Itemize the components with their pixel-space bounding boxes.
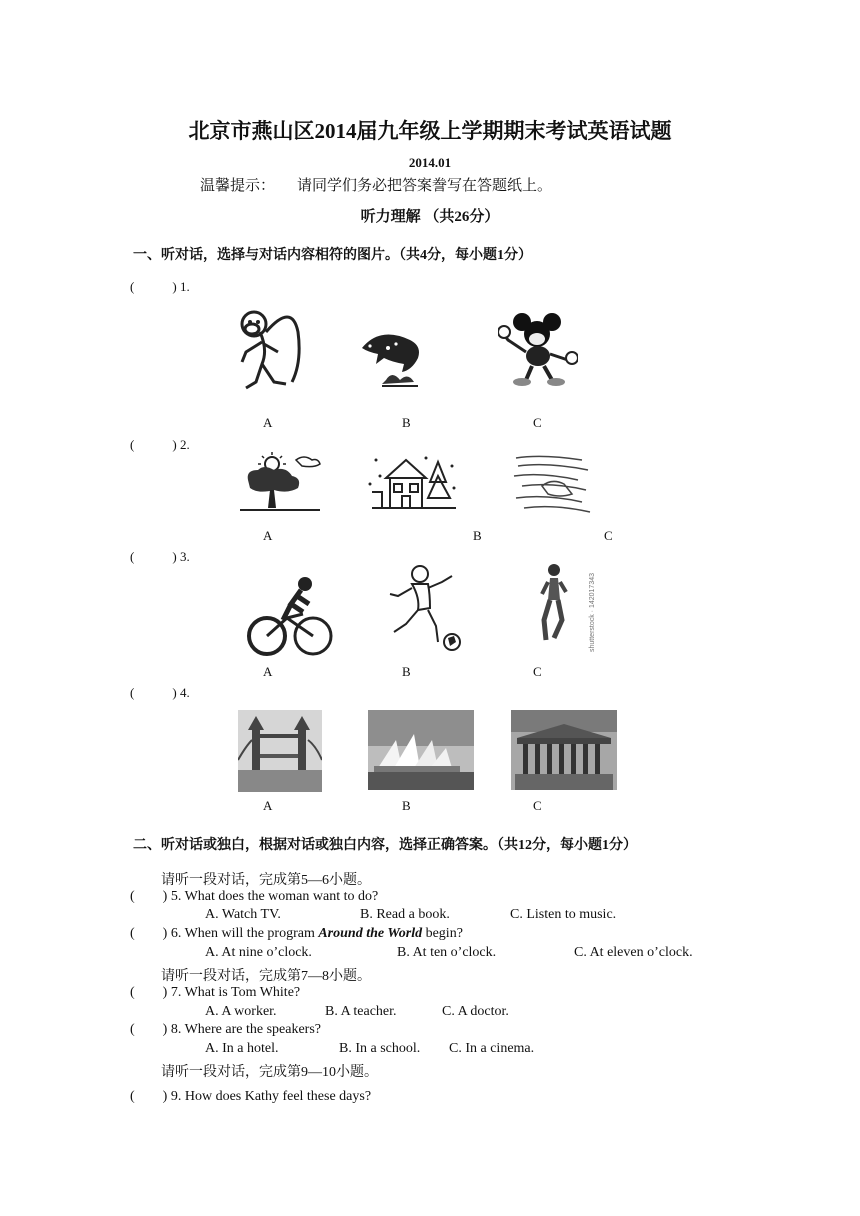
exam-date: 2014.01	[408, 155, 452, 170]
q5-option-b: B. Read a book.	[360, 907, 450, 922]
tower-bridge-photo	[238, 710, 322, 792]
q7-option-c: C. A doctor.	[442, 1004, 509, 1019]
tip-line	[200, 174, 552, 195]
watermark-text: shutterstock · 142017343	[589, 573, 596, 652]
question-5: ( ) 5. What does the woman want to do?	[130, 889, 379, 904]
page-title: 北京市燕山区2014届九年级上学期期末考试英语试题	[188, 119, 672, 143]
question-9-text: 9. How does Kathy feel these days?	[170, 1089, 372, 1104]
monkey-icon	[232, 302, 304, 397]
q1-label-b: B	[402, 415, 411, 430]
q8-option-b: B. In a school.	[339, 1041, 421, 1056]
listening-heading: 听力理解 （共26分）	[360, 209, 500, 225]
snowy-house-icon	[366, 452, 460, 518]
q3-label-c: C	[533, 664, 542, 679]
question-3-number: ( ) 3.	[130, 549, 190, 564]
q4-label-a: A	[263, 798, 273, 813]
intro-5-6: 请听一段对话，完成第5—6小题。	[161, 873, 371, 888]
q6-option-c: C. At eleven o’clock.	[574, 945, 693, 960]
question-8-text: 8. Where are the speakers?	[170, 1022, 322, 1037]
tip-label: 温馨提示：	[200, 178, 276, 194]
q4-label-b: B	[402, 798, 411, 813]
q5-option-a: A. Watch TV.	[205, 907, 281, 922]
question-1-number: ( ) 1.	[130, 279, 190, 294]
q3-label-a: A	[263, 664, 273, 679]
intro-7-8: 请听一段对话，完成第7—8小题。	[161, 969, 371, 984]
q6-option-b: B. At ten o’clock.	[397, 945, 497, 960]
question-8: ( ) 8. Where are the speakers?	[130, 1022, 322, 1037]
cyclist-icon	[247, 574, 333, 660]
q3-label-b: B	[402, 664, 411, 679]
q2-label-a: A	[263, 528, 273, 543]
intro-9-10: 请听一段对话，完成第9—10小题。	[161, 1065, 378, 1080]
q6-option-a: A. At nine o’clock.	[205, 945, 312, 960]
tip-text: 请同学们务必把答案誊写在答题纸上。	[297, 178, 553, 194]
question-6: ( ) 6. When will the program Around the World begin?	[130, 926, 463, 941]
q4-label-c: C	[533, 798, 542, 813]
question-7-text: 7. What is Tom White?	[170, 985, 301, 1000]
q7-option-a: A. A worker.	[205, 1004, 277, 1019]
q2-label-b: B	[473, 528, 482, 543]
mickey-mouse-icon	[498, 310, 578, 388]
q5-option-c: C. Listen to music.	[510, 907, 617, 922]
sydney-opera-house-photo	[368, 710, 474, 790]
runner-icon	[532, 560, 602, 656]
question-9: ( ) 9. How does Kathy feel these days?	[130, 1089, 372, 1104]
question-2-number: ( ) 2.	[130, 437, 190, 452]
q8-option-a: A. In a hotel.	[205, 1041, 279, 1056]
q8-option-c: C. In a cinema.	[449, 1041, 535, 1056]
windy-weather-icon	[512, 450, 592, 520]
q1-label-c: C	[533, 415, 542, 430]
q2-label-c: C	[604, 528, 613, 543]
part2-heading: 二、听对话或独白，根据对话或独白内容，选择正确答案。（共12分，每小题1分）	[133, 838, 637, 853]
football-player-icon	[380, 562, 464, 652]
program-title: Around the World	[318, 926, 423, 941]
sunny-tree-icon	[238, 450, 322, 518]
question-7: ( ) 7. What is Tom White?	[130, 985, 301, 1000]
dolphin-icon	[352, 318, 432, 390]
british-museum-photo	[511, 710, 617, 790]
q1-label-a: A	[263, 415, 273, 430]
question-5-text: 5. What does the woman want to do?	[170, 889, 379, 904]
q7-option-b: B. A teacher.	[325, 1004, 397, 1019]
part1-heading: 一、听对话，选择与对话内容相符的图片。（共4分，每小题1分）	[133, 248, 532, 263]
question-4-number: ( ) 4.	[130, 685, 190, 700]
